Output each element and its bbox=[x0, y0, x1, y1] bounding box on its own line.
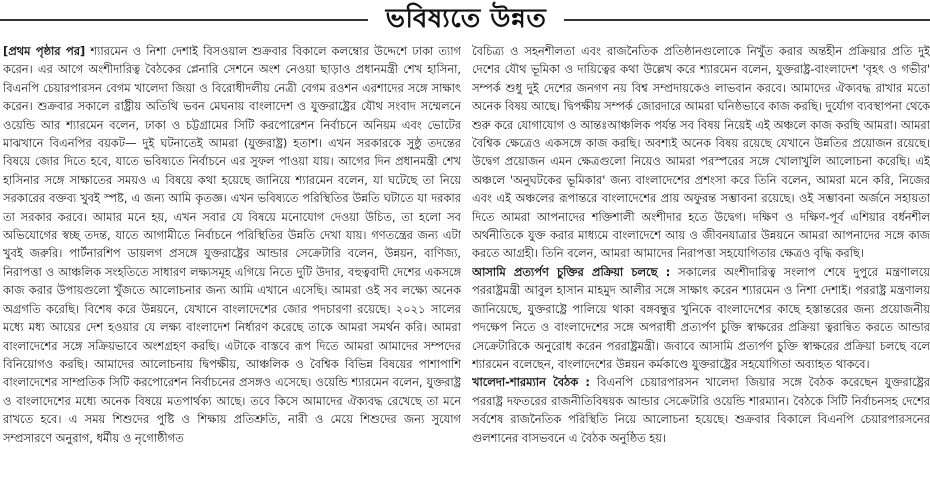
subhead-khaleda-sherman: খালেদা-শারম্যান বৈঠক : bbox=[472, 375, 590, 390]
article-column-right bbox=[472, 42, 930, 482]
khaleda-body-text: বিএনপি চেয়ারপারসন খালেদা জিয়ার সঙ্গে বৈঠক করেছেন যুক্তরাষ্ট্রের পররাষ্ট্র দফতরের রাজনীতিবিষয়ক আন্ডার সেক্রেটারি ওয়েন্ডি শারম্যান। বৈঠকে সিটি নির্বাচনসহ দেশের সর্বশেষ রাজনৈতিক পরিস্থিতি নিয়ে আলোচনা হয়েছে। শুক্রবার বিকালে বিএনপি চেয়ারপারসনের গুলশানের বাসভবনে এ বৈঠক অনুষ্ঠিত হয়। bbox=[472, 375, 930, 445]
left-body-text: শ্যারমেন ও নিশা দেশাই বিসওয়াল শুক্রবার বিকালে কলম্বোর উদ্দেশে ঢাকা ত্যাগ করেন। এর আগে অংশীদারিত্ব বৈঠকের প্লেনারি সেশনে অংশ নেওয়া ছাড়াও প্রধানমন্ত্রী শেখ হাসিনা, বিএনপি চেয়ারপারসন বেগম খালেদা জিয়া ও বিরোধীদলীয় নেত্রী বেগম রওশন এরশাদের সঙ্গে সাক্ষাৎ করেন। শুক্রবার সকালে রাষ্ট্রীয় অতিথি ভবন মেঘনায় বাংলাদেশ ও যুক্তরাষ্ট্রের যৌথ সংবাদ সম্মেলনে ওয়েন্ডি আর শ্যারমেন বলেন, ঢাকা ও চট্টগ্রামের সিটি করপোরেশন নির্বাচনে অনিয়ম এবং ভোটের মাঝখানে বিএনপির বয়কট— দুই ঘটনাতেই আমরা (যুক্তরাষ্ট্র) হতাশ। এখন সরকারকে সুষ্ঠু তদন্তের বিষয়ে জোর দিতে হবে, যাতে ভবিষ্যতে নির্বাচনে এর সুফল পাওয়া যায়। আগের দিন প্রধানমন্ত্রী শেখ হাসিনার সঙ্গে সাক্ষাতের সময়ও এ বিষয়ে কথা হয়েছে জানিয়ে শ্যারমেন বলেন, যা ঘটেছে তা নিয়ে সরকারের বক্তব্য খুবই স্পষ্ট, এ জন্য আমি কৃতজ্ঞ। এখন ভবিষ্যতে পরিস্থিতির উন্নতি ঘটাতে যা দরকার তা সরকার করবে। আমার মনে হয়, এখন সবার যে বিষয়ে মনোযোগ দেওয়া উচিত, তা হলো সব অভিযোগের স্বচ্ছ তদন্ত, যাতে আগামীতে নির্বাচনে পরিস্থিতির উন্নতি দেখা যায়। গণতন্ত্রের জন্য এটা খুবই জরুরি। পার্টনারশিপ ডায়লগ প্রসঙ্গে যুক্তরাষ্ট্রের আন্ডার সেক্রেটারি বলেন, উন্নয়ন, বাণিজ্য, নিরাপত্তা ও আঞ্চলিক সংহতিতে সাধারণ লক্ষ্যসমূহ এগিয়ে নিতে দুটি উদার, বহুত্ববাদী দেশের একসঙ্গে কাজ করার উপায়গুলো খুঁজতে আলোচনার জন্য আমি এখানে এসেছি। আমরা ওই সব লক্ষ্যে অনেক অগ্রগতি করেছি। বিশেষ করে উন্নয়নে, যেখানে বাংলাদেশের জোর পদচারণা রয়েছে। ২০২১ সালের মধ্যে মধ্য আয়ের দেশ হওয়ার যে লক্ষ্য বাংলাদেশ নির্ধারণ করেছে তাকে আমরা সমর্থন করি। আমরা বাংলাদেশের সঙ্গে সক্রিয়ভাবে অংশগ্রহণ করছি। এটাকে বাস্তবে রূপ দিতে আমরা আমাদের সম্পদের বিনিয়োগও করছি। আমাদের আলোচনায় দ্বিপক্ষীয়, আঞ্চলিক ও বৈশ্বিক বিভিন্ন বিষয়ের পাশাপাশি বাংলাদেশের সাম্প্রতিক সিটি করপোরেশন নির্বাচনের প্রসঙ্গও এসেছে। ওয়েন্ডি শ্যারমেন বলেন, যুক্তরাষ্ট্র ও বাংলাদেশের মধ্যে অনেক বিষয়ে মতপার্থক্য আছে। তবে কিসে আমাদের ঐক্যবদ্ধ রেখেছে তা মনে রাখতে হবে। এ সময় শিশুদের পুষ্টি ও শিক্ষায় প্রতিশ্রুতি, নারী ও মেয়ে শিশুদের জন্য সুযোগ সম্প্রসারণে অনুরাগ, ধর্মীয় ও নৃগোষ্ঠীগত bbox=[3, 44, 461, 445]
right-paragraph-3 bbox=[472, 373, 930, 447]
headline-band bbox=[0, 0, 930, 40]
headline-rule-right bbox=[564, 19, 930, 21]
headline: ভবিষ্যতে উন্নত bbox=[385, 4, 547, 34]
article-column-left bbox=[3, 42, 461, 482]
subhead-extradition: আসামি প্রত্যর্পণ চুক্তির প্রক্রিয়া চলছে : bbox=[472, 264, 671, 279]
right-paragraph-1: বৈচিত্র্য ও সহনশীলতা এবং রাজনৈতিক প্রতিষ্ঠানগুলোকে নিখুঁত করার অন্তহীন প্রক্রিয়ার প্রতি দুই দেশের যৌথ ভূমিকা ও দায়িত্বের কথা উল্লেখ করে শ্যারমেন বলেন, যুক্তরাষ্ট্র-বাংলাদেশ 'বৃহৎ ও গভীর' সম্পর্ক শুধু দুই দেশের জনগণ নয় বিশ্ব সম্প্রদায়কেও লাভবান করবে। আমাদের ঐক্যবদ্ধ রাখার মতো অনেক বিষয় আছে। দ্বিপক্ষীয় সম্পর্ক জোরদারে আমরা ঘনিষ্ঠভাবে কাজ করছি। দুর্যোগ ব্যবস্থাপনা থেকে শুরু করে যোগাযোগ ও আন্তঃআঞ্চলিক পর্যন্ত সব বিষয় নিয়েই এই অঞ্চলে কাজ করছি আমরা। আমরা বৈশ্বিক ক্ষেত্রেও একসঙ্গে কাজ করছি। অবশ্যই অনেক বিষয় রয়েছে যেখানে উন্নতির প্রয়োজন রয়েছে। উদ্বেগ প্রয়োজন এমন ক্ষেত্রগুলো নিয়েও আমরা পরস্পরের সঙ্গে খোলাখুলি আলোচনা করেছি। এই অঞ্চলে 'অনুঘটকের ভূমিকার' জন্য বাংলাদেশের প্রশংসা করে তিনি বলেন, আমরা মনে করি, নিজের এবং এই অঞ্চলের রূপান্তরে বাংলাদেশের প্রায় অফুরন্ত সম্ভাবনা রয়েছে। ওই সম্ভাবনা অর্জনে সহায়তা দিতে আমরা আপনাদের শক্তিশালী অংশীদার হতে উদ্বেগ। দক্ষিণ ও দক্ষিণ-পূর্ব এশিয়ার বর্ধনশীল অর্থনীতিকে যুক্ত করার মাধ্যমে বাংলাদেশে আয় ও জীবনযাত্রার উন্নয়নে আমরা আপনাদের সঙ্গে কাজ করতে আগ্রহী। তিনি বলেন, আমরা আমাদের নিরাপত্তা সহযোগিতার ক্ষেত্রও বৃদ্ধি করছি। bbox=[472, 44, 930, 261]
right-paragraph-2 bbox=[472, 263, 930, 373]
extradition-body-text: সকালের অংশীদারিত্ব সংলাপ শেষে দুপুরে মন্ত্রণালয়ে পররাষ্ট্রমন্ত্রী আবুল হাসান মাহমুদ আলীর সঙ্গে সাক্ষাৎ করেন শ্যারমেন ও নিশা দেশাই। পররাষ্ট্র মন্ত্রণালয় জানিয়েছে, যুক্তরাষ্ট্রে পালিয়ে থাকা বঙ্গবন্ধুর খুনিকে বাংলাদেশের কাছে হস্তান্তরের জন্য প্রয়োজনীয় পদক্ষেপ নিতে ও বাংলাদেশের সঙ্গে অপরাধী প্রত্যর্পণ চুক্তি স্বাক্ষরের প্রক্রিয়া ত্বরান্বিত করতে আন্ডার সেক্রেটারিকে অনুরোধ করেন পররাষ্ট্রমন্ত্রী। জবাবে আসামি প্রত্যর্পণ চুক্তি স্বাক্ষরের প্রক্রিয়া চলছে বলে শ্যারমেন বলেছেন, বাংলাদেশের উন্নয়ন কর্মকাণ্ডে যুক্তরাষ্ট্রের সহযোগিতা অব্যাহত থাকবে। bbox=[472, 264, 930, 371]
left-paragraph bbox=[3, 42, 461, 447]
headline-rule-left bbox=[0, 19, 368, 21]
continued-marker: [প্রথম পৃষ্ঠার পর] bbox=[3, 44, 86, 58]
